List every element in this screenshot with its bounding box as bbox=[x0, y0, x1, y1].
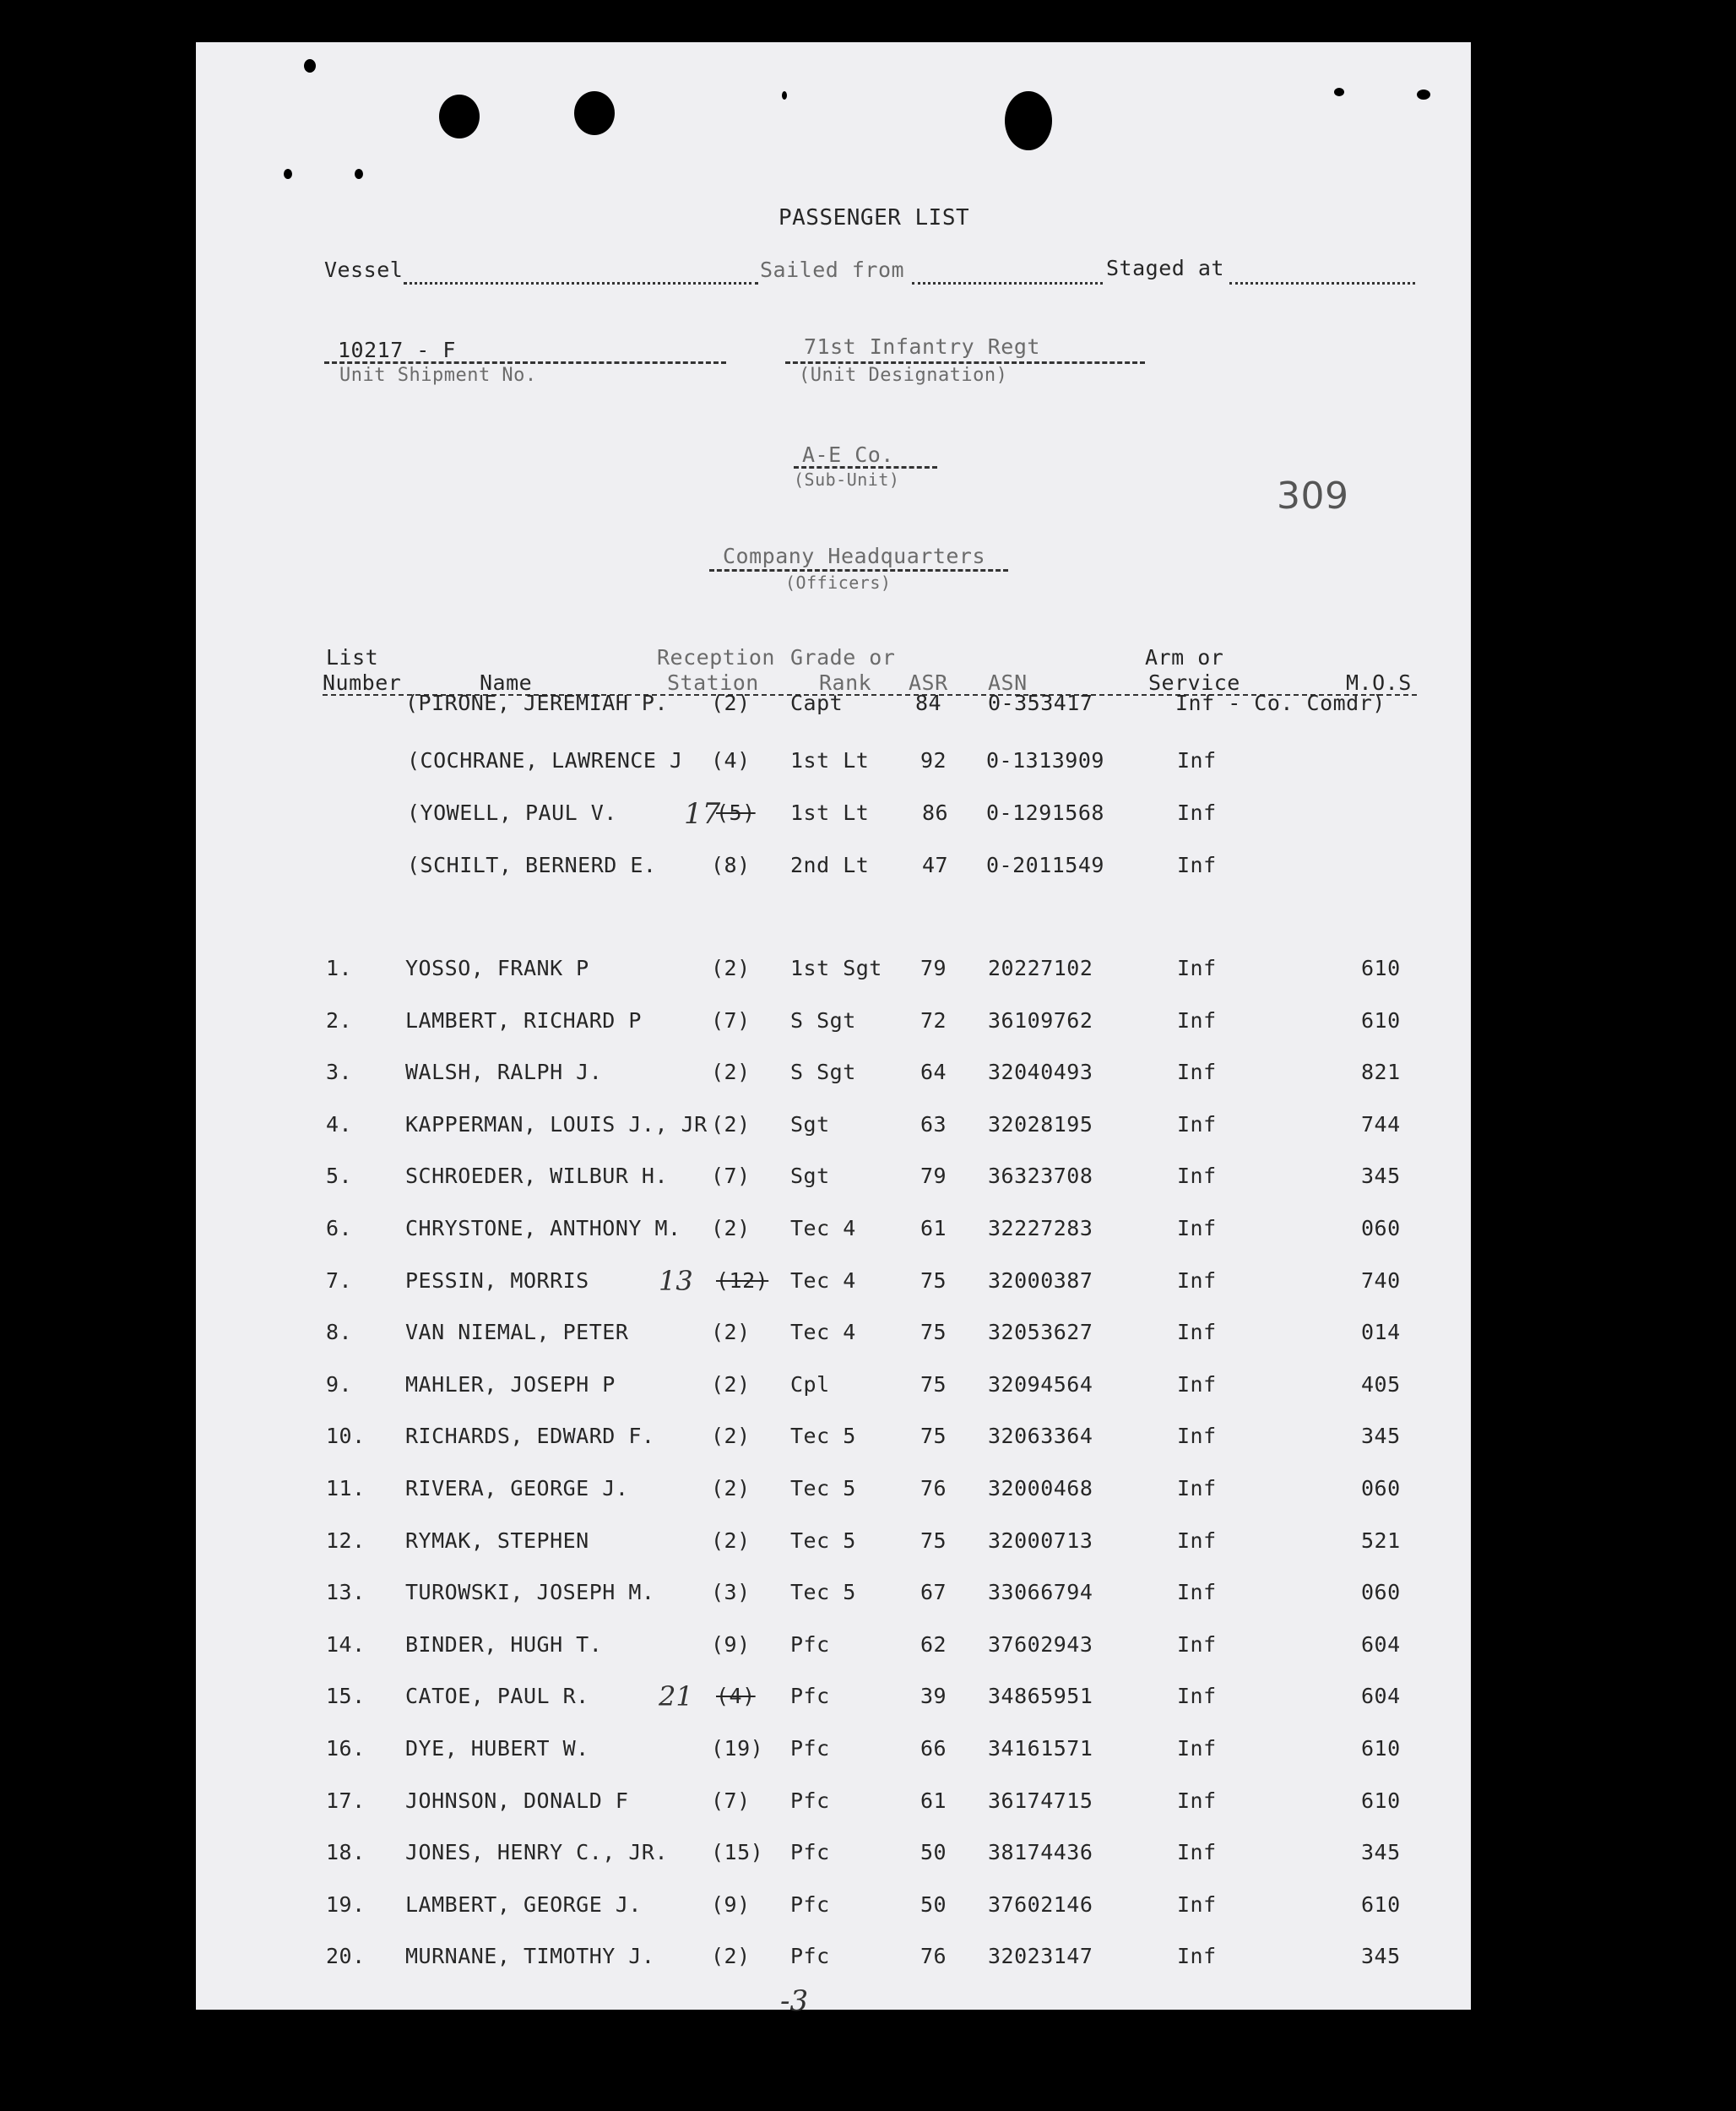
cell-mos: 345 bbox=[1361, 1840, 1401, 1865]
cell-mos: 060 bbox=[1361, 1580, 1401, 1605]
officer-row bbox=[0, 691, 1736, 724]
cell-name: CATOE, PAUL R. bbox=[405, 1684, 589, 1709]
cell-arm: Inf bbox=[1177, 1111, 1217, 1137]
section-subheading: (Officers) bbox=[785, 573, 892, 593]
cell-arm: Inf bbox=[1177, 1528, 1217, 1553]
cell-arm: Inf bbox=[1177, 1684, 1217, 1709]
cell-rank: Pfc bbox=[790, 1944, 830, 1969]
cell-name: CHRYSTONE, ANTHONY M. bbox=[405, 1216, 681, 1240]
cell-asn: 36323708 bbox=[988, 1164, 1093, 1189]
cell-list-number: 4. bbox=[326, 1111, 353, 1137]
unit-shipment-label: Unit Shipment No. bbox=[339, 365, 537, 386]
cell-mos: 610 bbox=[1361, 1788, 1401, 1813]
cell-asr: 75 bbox=[920, 1320, 947, 1345]
punch-hole-right bbox=[1005, 91, 1052, 150]
cell-list-number: 5. bbox=[326, 1164, 353, 1189]
cell-arm: Inf bbox=[1177, 1476, 1217, 1500]
col-arm-2: Service bbox=[1148, 670, 1240, 695]
cell-list-number: 17. bbox=[326, 1788, 366, 1813]
table-row bbox=[0, 1580, 1736, 1614]
cell-list-number: 15. bbox=[326, 1684, 366, 1709]
section-heading: Company Headquarters bbox=[723, 544, 986, 568]
cell-rank: Tec 5 bbox=[790, 1580, 856, 1605]
officer-row bbox=[0, 797, 1736, 834]
cell-asn: 37602943 bbox=[988, 1631, 1093, 1657]
officer-rank: 2nd Lt bbox=[790, 853, 870, 877]
cell-station: (19) bbox=[711, 1736, 764, 1761]
handwritten-station-note: 13 bbox=[659, 1264, 693, 1297]
cell-asn: 34161571 bbox=[988, 1736, 1093, 1761]
vessel-label: Vessel bbox=[324, 258, 404, 282]
officer-name: (YOWELL, PAUL V. bbox=[407, 800, 617, 825]
officer-asr: 84 bbox=[915, 691, 942, 715]
cell-station: (2) bbox=[711, 1944, 751, 1969]
document-title: PASSENGER LIST bbox=[778, 205, 970, 231]
cell-asr: 76 bbox=[920, 1944, 947, 1969]
cell-rank: Tec 5 bbox=[790, 1424, 856, 1449]
section-heading-rule bbox=[709, 569, 1008, 572]
cell-name: VAN NIEMAL, PETER bbox=[405, 1320, 629, 1345]
cell-name: WALSH, RALPH J. bbox=[405, 1060, 603, 1085]
speck bbox=[782, 91, 787, 100]
officer-asr: 47 bbox=[922, 853, 949, 877]
officer-row bbox=[0, 853, 1736, 887]
cell-mos: 740 bbox=[1361, 1267, 1401, 1293]
cell-asr: 62 bbox=[920, 1631, 947, 1657]
table-row bbox=[0, 1736, 1736, 1770]
cell-rank: Cpl bbox=[790, 1371, 830, 1397]
cell-list-number: 14. bbox=[326, 1631, 366, 1657]
cell-list-number: 9. bbox=[326, 1371, 353, 1397]
cell-name: JONES, HENRY C., JR. bbox=[405, 1840, 669, 1865]
cell-mos: 345 bbox=[1361, 1944, 1401, 1969]
cell-arm: Inf bbox=[1177, 1424, 1217, 1449]
table-row bbox=[0, 1112, 1736, 1146]
table-row bbox=[0, 1216, 1736, 1250]
officer-asr: 92 bbox=[920, 748, 947, 773]
cell-list-number: 11. bbox=[326, 1476, 366, 1500]
officer-asn: 0-1313909 bbox=[986, 748, 1104, 773]
cell-arm: Inf bbox=[1177, 1840, 1217, 1865]
cell-asn: 33066794 bbox=[988, 1580, 1093, 1605]
cell-list-number: 7. bbox=[326, 1267, 353, 1293]
cell-list-number: 16. bbox=[326, 1736, 366, 1761]
cell-arm: Inf bbox=[1177, 1320, 1217, 1345]
cell-list-number: 8. bbox=[326, 1320, 353, 1345]
cell-asr: 79 bbox=[920, 1164, 947, 1189]
col-asn: ASN bbox=[988, 670, 1028, 695]
cell-arm: Inf bbox=[1177, 956, 1217, 980]
cell-station: (2) bbox=[711, 1424, 751, 1449]
cell-list-number: 2. bbox=[326, 1007, 353, 1033]
col-list-number-2: Number bbox=[323, 670, 402, 695]
cell-asn: 32053627 bbox=[988, 1320, 1093, 1345]
cell-arm: Inf bbox=[1177, 1944, 1217, 1969]
cell-list-number: 13. bbox=[326, 1580, 366, 1605]
table-row bbox=[0, 1008, 1736, 1042]
cell-rank: Pfc bbox=[790, 1684, 830, 1709]
cell-name: LAMBERT, GEORGE J. bbox=[405, 1891, 642, 1917]
cell-rank: Pfc bbox=[790, 1788, 830, 1813]
cell-mos: 405 bbox=[1361, 1371, 1401, 1397]
officer-row bbox=[0, 748, 1736, 782]
vessel-rule bbox=[404, 282, 758, 285]
cell-asr: 63 bbox=[920, 1111, 947, 1137]
officer-rank: 1st Lt bbox=[790, 748, 870, 773]
cell-rank: Sgt bbox=[790, 1111, 830, 1137]
col-grade-1: Grade or bbox=[790, 645, 896, 670]
cell-mos: 060 bbox=[1361, 1216, 1401, 1240]
table-row bbox=[0, 1320, 1736, 1354]
cell-station: (9) bbox=[711, 1631, 751, 1657]
speck bbox=[355, 169, 363, 179]
cell-mos: 345 bbox=[1361, 1164, 1401, 1189]
table-row bbox=[0, 1372, 1736, 1406]
cell-mos: 060 bbox=[1361, 1476, 1401, 1500]
table-row bbox=[0, 1944, 1736, 1978]
punch-hole-left bbox=[439, 95, 480, 138]
cell-rank: Pfc bbox=[790, 1840, 830, 1865]
handwritten-station-note: 17 bbox=[684, 797, 721, 831]
officer-arm: Inf bbox=[1177, 853, 1217, 877]
cell-arm: Inf bbox=[1177, 1007, 1217, 1033]
speck bbox=[1417, 90, 1430, 100]
cell-arm: Inf bbox=[1177, 1736, 1217, 1761]
cell-asn: 32227283 bbox=[988, 1216, 1093, 1240]
cell-rank: Tec 4 bbox=[790, 1216, 856, 1240]
cell-station: (2) bbox=[711, 1528, 751, 1553]
cell-name: RYMAK, STEPHEN bbox=[405, 1528, 589, 1553]
cell-asr: 67 bbox=[920, 1580, 947, 1605]
cell-mos: 610 bbox=[1361, 1891, 1401, 1917]
cell-mos: 610 bbox=[1361, 956, 1401, 980]
cell-list-number: 20. bbox=[326, 1944, 366, 1969]
cell-list-number: 6. bbox=[326, 1216, 353, 1240]
cell-arm: Inf bbox=[1177, 1371, 1217, 1397]
cell-mos: 821 bbox=[1361, 1060, 1401, 1085]
table-row bbox=[0, 1632, 1736, 1666]
cell-asn: 20227102 bbox=[988, 956, 1093, 980]
cell-asr: 75 bbox=[920, 1371, 947, 1397]
cell-arm: Inf bbox=[1177, 1891, 1217, 1917]
cell-list-number: 18. bbox=[326, 1840, 366, 1865]
col-grade-2: Rank bbox=[819, 670, 872, 695]
cell-name: JOHNSON, DONALD F bbox=[405, 1788, 629, 1813]
cell-station: (2) bbox=[711, 1371, 751, 1397]
cell-station: (2) bbox=[711, 1111, 751, 1137]
unit-shipment-number: 10217 - F bbox=[338, 338, 456, 362]
speck bbox=[304, 59, 316, 73]
cell-asn: 32040493 bbox=[988, 1060, 1093, 1085]
speck bbox=[1334, 88, 1344, 96]
cell-name: KAPPERMAN, LOUIS J., JR bbox=[405, 1111, 708, 1137]
speck bbox=[284, 169, 292, 179]
table-row bbox=[0, 1528, 1736, 1562]
unit-shipment-rule bbox=[324, 361, 726, 364]
cell-station: (7) bbox=[711, 1007, 751, 1033]
cell-asr: 61 bbox=[920, 1216, 947, 1240]
table-row bbox=[0, 956, 1736, 990]
unit-designation: 71st Infantry Regt bbox=[804, 334, 1040, 359]
col-reception-1: Reception bbox=[657, 645, 775, 670]
cell-list-number: 1. bbox=[326, 956, 353, 980]
cell-station: (2) bbox=[711, 1320, 751, 1345]
officer-station: (2) bbox=[711, 691, 751, 715]
cell-asr: 61 bbox=[920, 1788, 947, 1813]
sub-unit-label: (Sub-Unit) bbox=[794, 469, 900, 490]
cell-asr: 66 bbox=[920, 1736, 947, 1761]
cell-name: SCHROEDER, WILBUR H. bbox=[405, 1164, 669, 1189]
page-number: 309 bbox=[1277, 475, 1349, 518]
officer-asn: 0-2011549 bbox=[986, 853, 1104, 877]
cell-asr: 50 bbox=[920, 1840, 947, 1865]
cell-station: (4) bbox=[716, 1684, 756, 1709]
cell-asr: 75 bbox=[920, 1424, 947, 1449]
table-row bbox=[0, 1892, 1736, 1926]
cell-name: YOSSO, FRANK P bbox=[405, 956, 589, 980]
col-asr: ASR bbox=[909, 670, 948, 695]
cell-station: (2) bbox=[711, 1060, 751, 1085]
cell-rank: 1st Sgt bbox=[790, 956, 882, 980]
cell-asr: 64 bbox=[920, 1060, 947, 1085]
staged-at-rule bbox=[1229, 282, 1415, 285]
punch-hole-center bbox=[574, 91, 615, 135]
cell-asr: 39 bbox=[920, 1684, 947, 1709]
cell-asr: 72 bbox=[920, 1007, 947, 1033]
cell-list-number: 3. bbox=[326, 1060, 353, 1085]
cell-list-number: 19. bbox=[326, 1891, 366, 1917]
cell-asn: 32094564 bbox=[988, 1371, 1093, 1397]
cell-rank: Pfc bbox=[790, 1631, 830, 1657]
cell-asn: 32000713 bbox=[988, 1528, 1093, 1553]
sailed-from-rule bbox=[912, 282, 1103, 285]
officer-asn: 0-1291568 bbox=[986, 800, 1104, 825]
cell-rank: S Sgt bbox=[790, 1060, 856, 1085]
cell-mos: 610 bbox=[1361, 1007, 1401, 1033]
officer-station: (4) bbox=[711, 748, 751, 773]
table-row bbox=[0, 1164, 1736, 1197]
sub-unit: A-E Co. bbox=[802, 442, 894, 467]
col-arm-1: Arm or bbox=[1145, 645, 1224, 670]
sailed-from-label: Sailed from bbox=[760, 258, 905, 282]
table-row bbox=[0, 1788, 1736, 1822]
cell-name: MAHLER, JOSEPH P bbox=[405, 1371, 616, 1397]
officer-arm: Inf - Co. Comdr) bbox=[1175, 691, 1386, 715]
unit-designation-rule bbox=[785, 361, 1145, 364]
cell-arm: Inf bbox=[1177, 1788, 1217, 1813]
officer-name: (SCHILT, BERNERD E. bbox=[407, 853, 657, 877]
cell-arm: Inf bbox=[1177, 1631, 1217, 1657]
cell-rank: Sgt bbox=[790, 1164, 830, 1189]
officer-station: (8) bbox=[711, 853, 751, 877]
cell-name: DYE, HUBERT W. bbox=[405, 1736, 589, 1761]
officer-arm: Inf bbox=[1177, 748, 1217, 773]
cell-asn: 36109762 bbox=[988, 1007, 1093, 1033]
cell-mos: 521 bbox=[1361, 1528, 1401, 1553]
cell-asr: 75 bbox=[920, 1267, 947, 1293]
unit-designation-label: (Unit Designation) bbox=[799, 365, 1008, 386]
cell-asn: 36174715 bbox=[988, 1788, 1093, 1813]
cell-name: MURNANE, TIMOTHY J. bbox=[405, 1944, 655, 1969]
cell-station: (12) bbox=[716, 1267, 769, 1293]
cell-arm: Inf bbox=[1177, 1060, 1217, 1085]
cell-asn: 32023147 bbox=[988, 1944, 1093, 1969]
cell-name: RICHARDS, EDWARD F. bbox=[405, 1424, 655, 1449]
col-list-number-1: List bbox=[326, 645, 379, 670]
cell-asr: 50 bbox=[920, 1891, 947, 1917]
col-name: Name bbox=[480, 670, 533, 695]
cell-station: (3) bbox=[711, 1580, 751, 1605]
table-row bbox=[0, 1840, 1736, 1874]
cell-mos: 345 bbox=[1361, 1424, 1401, 1449]
cell-asn: 38174436 bbox=[988, 1840, 1093, 1865]
cell-station: (2) bbox=[711, 1216, 751, 1240]
cell-name: BINDER, HUGH T. bbox=[405, 1631, 603, 1657]
cell-station: (7) bbox=[711, 1164, 751, 1189]
cell-list-number: 10. bbox=[326, 1424, 366, 1449]
officer-name: (PIRONE, JEREMIAH P. bbox=[405, 691, 669, 715]
cell-mos: 014 bbox=[1361, 1320, 1401, 1345]
officer-rank: 1st Lt bbox=[790, 800, 870, 825]
cell-asr: 76 bbox=[920, 1476, 947, 1500]
cell-mos: 604 bbox=[1361, 1684, 1401, 1709]
cell-rank: S Sgt bbox=[790, 1007, 856, 1033]
cell-name: PESSIN, MORRIS bbox=[405, 1267, 589, 1293]
cell-name: RIVERA, GEORGE J. bbox=[405, 1476, 629, 1500]
officer-rank: Capt bbox=[790, 691, 844, 715]
cell-rank: Tec 5 bbox=[790, 1476, 856, 1500]
cell-arm: Inf bbox=[1177, 1580, 1217, 1605]
cell-mos: 744 bbox=[1361, 1111, 1401, 1137]
cell-asn: 34865951 bbox=[988, 1684, 1093, 1709]
cell-rank: Tec 5 bbox=[790, 1528, 856, 1553]
cell-asn: 32000387 bbox=[988, 1267, 1093, 1293]
cell-rank: Pfc bbox=[790, 1736, 830, 1761]
table-row bbox=[0, 1680, 1736, 1718]
cell-arm: Inf bbox=[1177, 1216, 1217, 1240]
cell-station: (7) bbox=[711, 1788, 751, 1813]
cell-asn: 32000468 bbox=[988, 1476, 1093, 1500]
officer-asn: 0-353417 bbox=[988, 691, 1093, 715]
cell-station: (2) bbox=[711, 1476, 751, 1500]
cell-rank: Tec 4 bbox=[790, 1267, 856, 1293]
col-reception-2: Station bbox=[667, 670, 759, 695]
cell-station: (9) bbox=[711, 1891, 751, 1917]
cell-asr: 75 bbox=[920, 1528, 947, 1553]
cell-arm: Inf bbox=[1177, 1267, 1217, 1293]
handwritten-station-note: 21 bbox=[659, 1680, 693, 1713]
staged-at-label: Staged at bbox=[1106, 256, 1224, 280]
officer-name: (COCHRANE, LAWRENCE J bbox=[407, 748, 683, 773]
footer-mark: -3 bbox=[780, 1984, 809, 2018]
cell-asn: 37602146 bbox=[988, 1891, 1093, 1917]
table-row bbox=[0, 1424, 1736, 1457]
cell-asn: 32063364 bbox=[988, 1424, 1093, 1449]
cell-asr: 79 bbox=[920, 956, 947, 980]
cell-station: (15) bbox=[711, 1840, 764, 1865]
cell-mos: 604 bbox=[1361, 1631, 1401, 1657]
cell-station: (2) bbox=[711, 956, 751, 980]
table-row bbox=[0, 1476, 1736, 1510]
table-row bbox=[0, 1264, 1736, 1302]
officer-asr: 86 bbox=[922, 800, 949, 825]
cell-list-number: 12. bbox=[326, 1528, 366, 1553]
cell-rank: Tec 4 bbox=[790, 1320, 856, 1345]
sub-unit-rule bbox=[794, 466, 937, 469]
cell-rank: Pfc bbox=[790, 1891, 830, 1917]
cell-mos: 610 bbox=[1361, 1736, 1401, 1761]
cell-name: LAMBERT, RICHARD P bbox=[405, 1007, 642, 1033]
cell-name: TUROWSKI, JOSEPH M. bbox=[405, 1580, 655, 1605]
col-mos: M.O.S bbox=[1346, 670, 1412, 695]
officer-station: (5) bbox=[716, 800, 756, 825]
cell-asn: 32028195 bbox=[988, 1111, 1093, 1137]
cell-arm: Inf bbox=[1177, 1164, 1217, 1189]
table-row bbox=[0, 1060, 1736, 1093]
officer-arm: Inf bbox=[1177, 800, 1217, 825]
